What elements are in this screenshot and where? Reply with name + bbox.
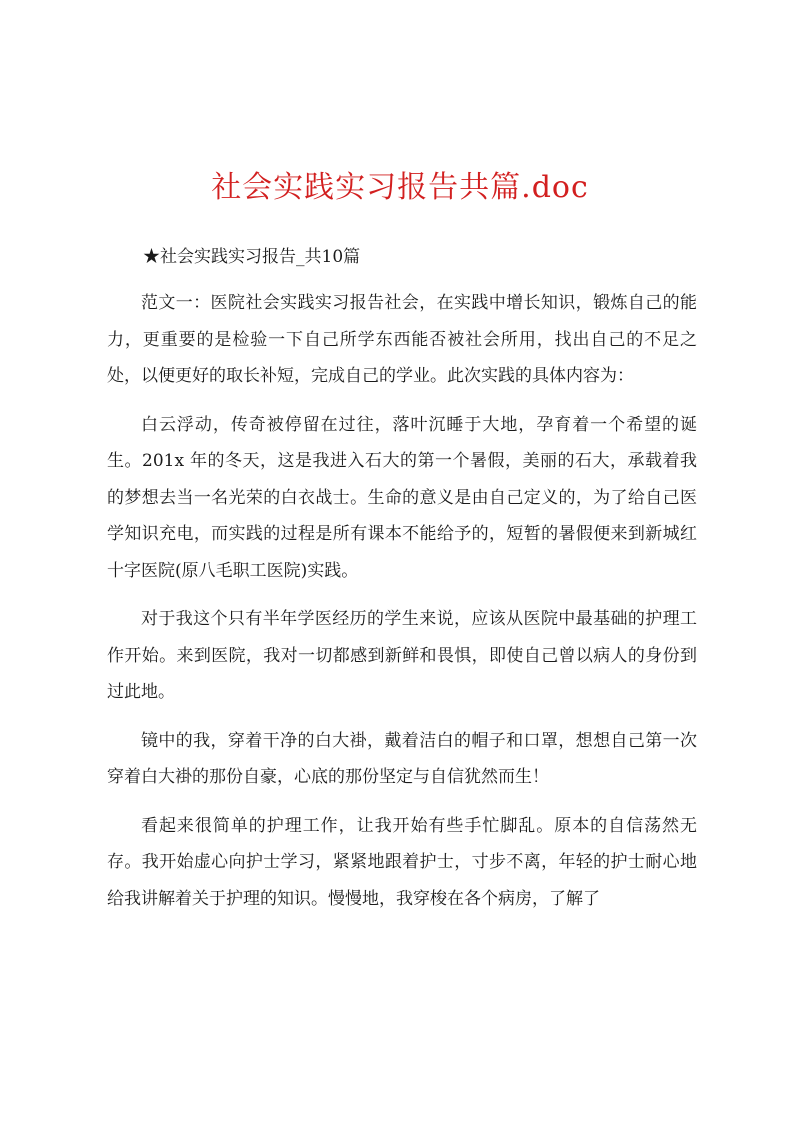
document-body <box>107 285 697 929</box>
document-subtitle: ★社会实践实习报告_共10篇 <box>143 247 361 267</box>
document-title: 社会实践实习报告共篇.doc <box>211 170 589 205</box>
paragraph: 看起来很简单的护理工作，让我开始有些手忙脚乱。原本的自信荡然无存。我开始虚心向护士学习，紧紧地跟着护士，寸步不离，年轻的护士耐心地给我讲解着关于护理的知识。慢慢地，我穿梭在各个病房，了解了 <box>107 815 697 909</box>
paragraph: 对于我这个只有半年学医经历的学生来说，应该从医院中最基础的护理工作开始。来到医院，我对一切都感到新鲜和畏惧，即使自己曾以病人的身份到过此地。 <box>107 609 697 702</box>
paragraph: 镜中的我，穿着干净的白大褂，戴着洁白的帽子和口罩，想想自己第一次穿着白大褂的那份自豪，心底的那份坚定与自信犹然而生！ <box>107 730 697 787</box>
paragraph: 白云浮动，传奇被停留在过往，落叶沉睡于大地，孕育着一个希望的诞生。201x 年的冬天，这是我进入石大的第一个暑假，美丽的石大，承载着我的梦想去当一名光荣的白衣战士。生命的意义是由自己定义的，为了给自己医学知识充电，而实践的过程是所有课本不能给予的，短暂的暑假便来到新城红十字医院(原八毛职工医院)实践。 <box>107 414 697 581</box>
paragraph: 范文一：医院社会实践实习报告社会，在实践中增长知识，锻炼自己的能力，更重要的是检验一下自己所学东西能否被社会所用，找出自己的不足之处，以便更好的取长补短，完成自己的学业。此次实践的具体内容为： <box>107 293 697 386</box>
